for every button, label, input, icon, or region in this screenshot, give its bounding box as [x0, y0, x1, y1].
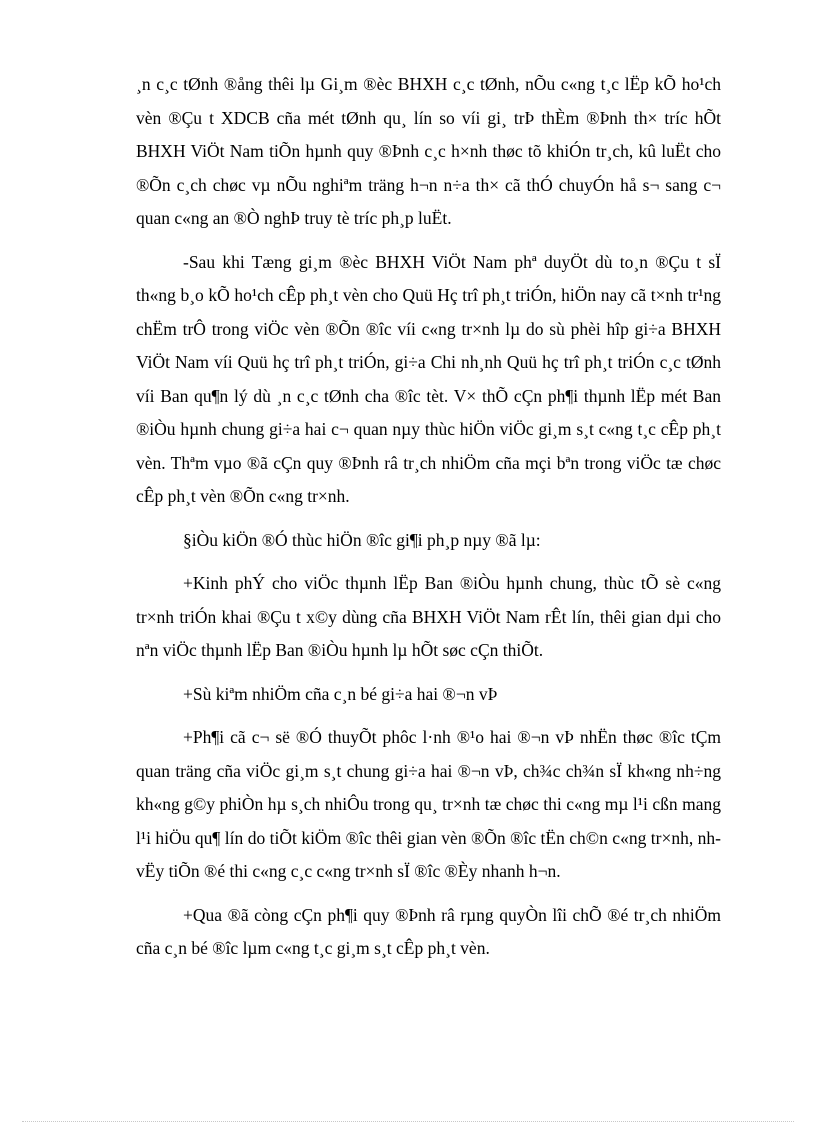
- paragraph-4: +Kinh phÝ cho viÖc thµnh lËp Ban ®iÒu hµnh chung, thùc tÕ sè c«ng tr×nh triÓn khai ®Çu t x©y dùng cña BHXH ViÖt Nam rÊt lín, thêi gian dµi cho nªn viÖc thµnh lËp Ban ®iÒu hµnh lµ hÕt søc cÇn thiÕt.: [136, 573, 721, 660]
- page-bottom-edge: [22, 1121, 794, 1122]
- paragraph-2: -Sau khi Tæng gi¸m ®èc BHXH ViÖt Nam phª duyÖt dù to¸n ®Çu t sÏ th«ng b¸o kÕ ho¹ch cÊp ph¸t vèn cho Quü Hç trî ph¸t triÓn, hiÖn nay cã t×nh tr¹ng chËm trÔ trong viÖc vèn ®Õn ®îc víi c«ng tr×nh lµ do sù phèi hîp gi÷a BHXH ViÖt Nam víi Quü hç trî ph¸t triÓn, gi÷a Chi nh¸nh Quü hç trî ph¸t triÓn c¸c tØnh víi Ban qu¶n lý dù ¸n c¸c tØnh cha ®îc tèt. V× thÕ cÇn ph¶i thµnh lËp mét Ban ®iÒu hµnh chung gi÷a hai c¬ quan nµy thùc hiÖn viÖc gi¸m s¸t c«ng t¸c cÊp ph¸t vèn. Thªm vµo ®ã cÇn quy ®Þnh râ tr¸ch nhiÖm cña mçi bªn trong viÖc tæ chøc cÊp ph¸t vèn ®Õn c«ng tr×nh.: [136, 251, 721, 506]
- paragraph-3: §iÒu kiÖn ®Ó thùc hiÖn ®îc gi¶i ph¸p nµy ®ã lµ:: [183, 529, 541, 550]
- paragraph-6: +Ph¶i cã c¬ së ®Ó thuyÕt phôc l·nh ®¹o hai ®¬n vÞ nhËn thøc ®îc tÇm quan träng cña viÖc gi¸m s¸t chung gi÷a hai ®¬n vÞ, ch¾c ch¾n sÏ kh«ng nh÷ng kh«ng g©y phiÒn hµ s¸ch nhiÔu trong qu¸ tr×nh tæ chøc thi c«ng mµ l¹i cßn mang l¹i hiÖu qu¶ lín do tiÕt kiÖm ®îc thêi gian vèn ®Õn ®îc tËn ch©n c«ng tr×nh, nh vËy tiÕn ®é thi c«ng c¸c c«ng tr×nh sÏ ®îc ®Èy nhanh h¬n.: [136, 727, 721, 881]
- paragraph-1: ¸n c¸c tØnh ®ång thêi lµ Gi¸m ®èc BHXH c¸c tØnh, nÕu c«ng t¸c lËp kÕ ho¹ch vèn ®Çu t XDCB cña mét tØnh qu¸ lín so víi gi¸ trÞ thÈm ®Þnh th× tríc hÕt BHXH ViÖt Nam tiÕn hµnh quy ®Þnh c¸c h×nh thøc tõ khiÓn tr¸ch, kû luËt cho ®Õn c¸ch chøc vµ nÕu nghiªm träng h¬n n÷a th× cã thÓ chuyÓn hå s¬ sang c¬ quan c«ng an ®Ò nghÞ truy tè tríc ph¸p luËt.: [136, 74, 721, 228]
- paragraph-5: +Sù kiªm nhiÖm cña c¸n bé gi÷a hai ®¬n vÞ: [183, 683, 498, 704]
- document-body: [136, 68, 721, 976]
- paragraph-7: +Qua ®ã còng cÇn ph¶i quy ®Þnh râ rµng quyÒn lîi chÕ ®é tr¸ch nhiÖm cña c¸n bé ®îc lµm c«ng t¸c gi¸m s¸t cÊp ph¸t vèn.: [136, 904, 721, 958]
